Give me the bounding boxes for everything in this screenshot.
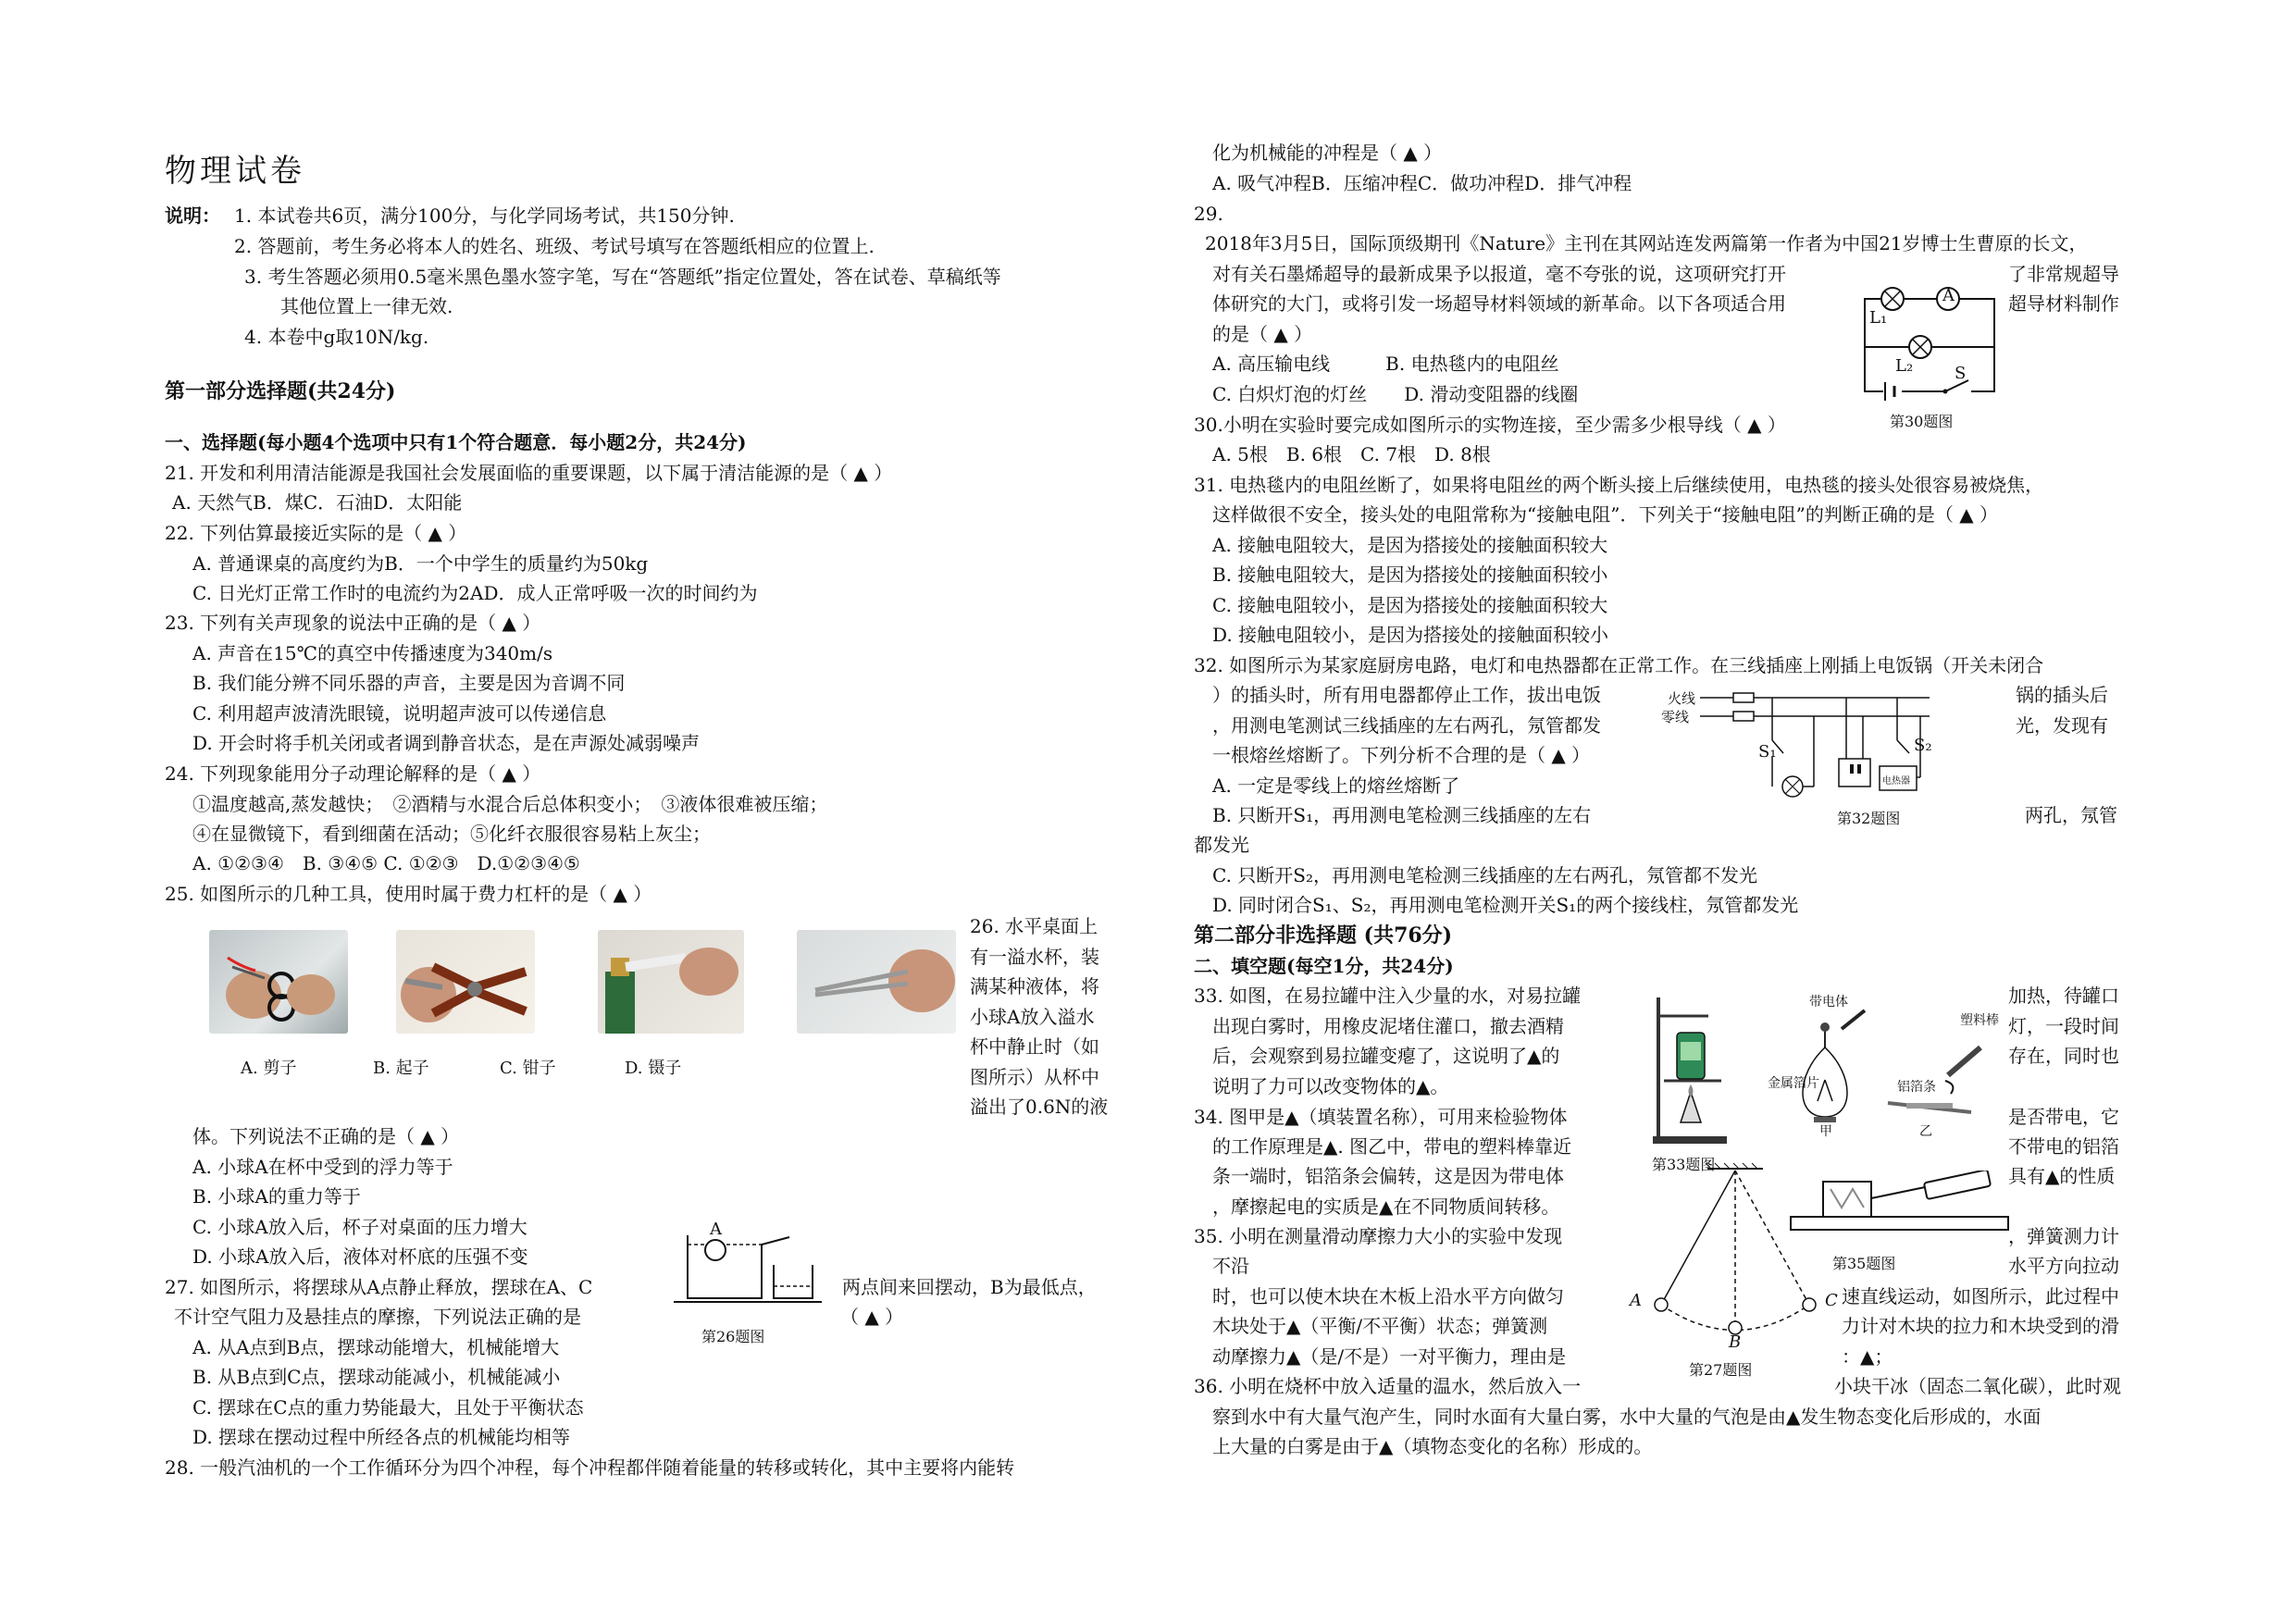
q35-line-4: 木块处于▲（平衡/不平衡）状态；弹簧测 xyxy=(1212,1315,1548,1337)
tweezers-photo xyxy=(797,930,956,1034)
q21-options: A. 天然气B．煤C．石油D．太阳能 xyxy=(172,491,463,514)
fig27-point-c: C xyxy=(1825,1291,1838,1310)
fig34-label-charged-body: 带电体 xyxy=(1809,995,1848,1010)
q33-line-1: 33. 如图，在易拉罐中注入少量的水，对易拉罐 xyxy=(1194,985,1582,1007)
q34-line-1: 34. 图甲是▲（填装置名称），可用来检验物体 xyxy=(1194,1106,1568,1128)
q30-options: A. 5根 B. 6根 C. 7根 D. 8根 xyxy=(1212,443,1491,465)
fig34-label-yi: 乙 xyxy=(1919,1124,1932,1139)
page-title: 物理试卷 xyxy=(165,153,305,190)
q27-stem-1: 27. 如图所示，将摆球从A点静止释放，摆球在A、C xyxy=(165,1276,593,1298)
q33-right-2: 灯，一段时间 xyxy=(2008,1015,2119,1037)
pliers-photo xyxy=(396,930,535,1034)
q26-side-6: 图所示）从杯中 xyxy=(970,1066,1099,1088)
fig27-point-a: A xyxy=(1630,1291,1642,1310)
fig32-caption: 第32题图 xyxy=(1837,810,1901,827)
q32-side-2: 光，发现有 xyxy=(2016,714,2108,737)
q22-cd: C. 日光灯正常工作时的电流约为2AD．成人正常呼吸一次的时间约为 xyxy=(192,582,758,604)
q32-a: A. 一定是零线上的熔丝熔断了 xyxy=(1212,774,1460,797)
q35-right-4: 力计对木块的拉力和木块受到的滑 xyxy=(1842,1315,2119,1337)
section1-heading: 一、选择题(每小题4个选项中只有1个符合题意．每小题2分，共24分) xyxy=(165,431,747,453)
q29-right-2: 超导材料制作 xyxy=(2008,292,2119,315)
part2-heading: 第二部分非选择题 (共76分) xyxy=(1194,923,1453,948)
q26-d: D. 小球A放入后，液体对杯底的压强不变 xyxy=(192,1245,528,1268)
scissors-photo xyxy=(209,930,348,1034)
fig34-label-plastic-rod: 塑料棒 xyxy=(1960,1013,1999,1028)
fig33-caption: 第33题图 xyxy=(1652,1156,1716,1173)
q26-side-1: 26. 水平桌面上 xyxy=(970,915,1098,937)
q35-right-3: 速直线运动，如图所示，此过程中 xyxy=(1842,1285,2119,1307)
q29-cd: C. 白炽灯泡的灯丝 D. 滑动变阻器的线圈 xyxy=(1212,383,1579,405)
fig34-label-jia: 甲 xyxy=(1819,1124,1832,1139)
fig30-caption: 第30题图 xyxy=(1890,413,1954,430)
q31-stem-2: 这样做很不安全，接头处的电阻常称为“接触电阻”．下列关于“接触电阻”的判断正确的是（ ▲ ） xyxy=(1212,503,1998,526)
fig32-heater-label: 电热器 xyxy=(1882,776,1910,787)
q27-stem-tail: 两点间来回摆动，B为最低点， xyxy=(842,1276,1097,1298)
q31-c: C. 接触电阻较小，是因为搭接处的接触面积较大 xyxy=(1212,594,1608,616)
q31-stem-1: 31. 电热毯内的电阻丝断了，如果将电阻丝的两个断头接上后继续使用，电热毯的接头处很容易被烧焦， xyxy=(1194,474,2044,496)
q22-stem: 22. 下列估算最接近实际的是（ ▲ ） xyxy=(165,522,467,544)
note-1: 1. 本试卷共6页，满分100分，与化学同场考试，共150分钟. xyxy=(234,204,735,227)
q30-stem: 30.小明在实验时要完成如图所示的实物连接，至少需多少根导线（ ▲ ） xyxy=(1194,414,1786,436)
q27-b: B. 从B点到C点，摆球动能减小，机械能减小 xyxy=(192,1366,561,1388)
q23-d: D. 开会时将手机关闭或者调到静音状态，是在声源处减弱噪声 xyxy=(192,732,701,754)
q26-side-5: 杯中静止时（如 xyxy=(970,1035,1099,1058)
q31-b: B. 接触电阻较大，是因为搭接处的接触面积较小 xyxy=(1212,564,1608,586)
q32-d: D. 同时闭合S₁、S₂，再用测电笔检测开关S₁的两个接线柱，氖管都发光 xyxy=(1212,894,1799,916)
fig35-caption: 第35题图 xyxy=(1832,1255,1896,1272)
q36-right: 小块干冰（固态二氧化碳），此时观 xyxy=(1834,1375,2121,1397)
q33-line-2: 出现白雾时，用橡皮泥堵住灌口，撤去酒精 xyxy=(1212,1015,1564,1037)
fig32-live-label: 火线 xyxy=(1668,690,1696,707)
q29-line-1: 2018年3月5日，国际顶级期刊《Nature》主刊在其网站连发两篇第一作者为中国21岁博士生曹原的长文， xyxy=(1205,232,2088,254)
q32-b-cont: 都发光 xyxy=(1194,834,1249,856)
q28-stem-cont: 化为机械能的冲程是（ ▲ ） xyxy=(1212,142,1443,164)
q35-right-1: ，弹簧测力计 xyxy=(2008,1225,2119,1247)
q28-options: A. 吸气冲程B．压缩冲程C．做功冲程D．排气冲程 xyxy=(1212,172,1632,194)
note-3: 3. 考生答题必须用0.5毫米黑色墨水签字笔，写在“答题纸”指定位置处，答在试卷、草稿纸等 xyxy=(244,266,1001,288)
q31-a: A. 接触电阻较大，是因为搭接处的接触面积较大 xyxy=(1212,534,1608,556)
household-circuit-diagram xyxy=(1661,685,1930,805)
q29-right-1: 了非常规超导 xyxy=(2008,263,2119,285)
q23-stem: 23. 下列有关声现象的说法中正确的是（ ▲ ） xyxy=(165,612,541,634)
q25-caption-b: B. 起子 xyxy=(373,1059,429,1078)
fig30-label-l2: L₂ xyxy=(1895,356,1914,376)
q24-items2: ④在显微镜下，看到细菌在活动；⑤化纤衣服很容易粘上灰尘； xyxy=(192,823,711,845)
q34-right-1: 是否带电，它 xyxy=(2008,1106,2119,1128)
q34-right-2: 不带电的铝箔 xyxy=(2008,1135,2119,1158)
q32-b: B. 只断开S₁，再用测电笔检测三线插座的左右 xyxy=(1212,804,1592,826)
q26-stem-cont: 体。下列说法不正确的是（ ▲ ） xyxy=(192,1125,460,1147)
q28-stem: 28. 一般汽油机的一个工作循环分为四个冲程，每个冲程都伴随着能量的转移或转化，其中主要将内能转 xyxy=(165,1456,1015,1479)
q26-side-2: 有一溢水杯，装 xyxy=(970,946,1099,968)
note-3b: 其他位置上一律无效. xyxy=(280,295,453,317)
bottle-opener-photo xyxy=(598,930,744,1034)
q27-stem-2: 不计空气阻力及悬挂点的摩擦，下列说法正确的是 xyxy=(174,1306,581,1328)
q25-caption-a: A. 剪子 xyxy=(241,1059,297,1078)
fig27-point-b: B xyxy=(1729,1332,1742,1352)
q36-line-3: 上大量的白雾是由于▲（填物态变化的名称）形成的。 xyxy=(1212,1435,1653,1457)
q33-right-1: 加热，待罐口 xyxy=(2008,985,2119,1007)
fig27-caption: 第27题图 xyxy=(1689,1361,1753,1379)
q32-side-3: 两孔，氖管 xyxy=(2025,804,2117,826)
q26-figure-caption: 第26题图 xyxy=(701,1328,765,1345)
part1-heading: 第一部分选择题(共24分) xyxy=(165,379,396,403)
q35-line-1: 35. 小明在测量滑动摩擦力大小的实验中发现 xyxy=(1194,1225,1563,1247)
q23-c: C. 利用超声波清洗眼镜，说明超声波可以传递信息 xyxy=(192,702,607,725)
q35-right-5: ：▲； xyxy=(1842,1345,1893,1368)
q26-c: C. 小球A放入后，杯子对桌面的压力增大 xyxy=(192,1216,527,1238)
q26-side-3: 满某种液体，将 xyxy=(970,975,1099,997)
q36-line-1: 36. 小明在烧杯中放入适量的温水，然后放入一 xyxy=(1194,1375,1582,1397)
q26-a: A. 小球A在杯中受到的浮力等于 xyxy=(192,1156,453,1178)
q34-right-3: 具有▲的性质 xyxy=(2008,1165,2116,1187)
q26-side-7: 溢出了0.6N的液 xyxy=(970,1096,1109,1118)
q27-c: C. 摆球在C点的重力势能最大，且处于平衡状态 xyxy=(192,1396,584,1419)
q29-line-2: 对有关石墨烯超导的最新成果予以报道，毫不夸张的说，这项研究打开 xyxy=(1212,263,1786,285)
notes-label: 说明： xyxy=(165,204,220,227)
q29-line-4: 的是（ ▲ ） xyxy=(1212,323,1313,345)
q25-caption-d: D. 镊子 xyxy=(625,1059,682,1078)
q29-ab: A. 高压输电线 B. 电热毯内的电阻丝 xyxy=(1212,353,1559,375)
q22-ab: A. 普通课桌的高度约为B．一个中学生的质量约为50kg xyxy=(192,552,649,575)
q25-stem: 25. 如图所示的几种工具，使用时属于费力杠杆的是（ ▲ ） xyxy=(165,883,652,905)
q32-c: C. 只断开S₂，再用测电笔检测三线插座的左右两孔，氖管都不发光 xyxy=(1212,864,1758,886)
q24-items1: ①温度越高,蒸发越快； ②酒精与水混合后总体积变小； ③液体很难被压缩； xyxy=(192,793,828,815)
q24-stem: 24. 下列现象能用分子动理论解释的是（ ▲ ） xyxy=(165,762,541,785)
fig32-s2-label: S₂ xyxy=(1914,736,1932,755)
q31-d: D. 接触电阻较小，是因为搭接处的接触面积较小 xyxy=(1212,624,1609,646)
q32-stem-3: ，用测电笔测试三线插座的左右两孔，氖管都发 xyxy=(1212,714,1601,737)
q33-right-3: 存在，同时也 xyxy=(2008,1045,2119,1067)
q26-b: B. 小球A的重力等于 xyxy=(192,1185,361,1208)
note-4: 4. 本卷中g取10N/kg. xyxy=(244,326,429,348)
q34-line-3: 条一端时，铝箔条会偏转，这是因为带电体 xyxy=(1212,1165,1564,1187)
fig32-s1-label: S₁ xyxy=(1758,742,1777,762)
q25-caption-c: C. 钳子 xyxy=(500,1059,556,1078)
q32-stem-1: 32. 如图所示为某家庭厨房电路，电灯和电热器都在正常工作。在三线插座上刚插上电饭锅（开关未闭合 xyxy=(1194,654,2044,676)
q34-line-2: 的工作原理是▲. 图乙中，带电的塑料棒靠近 xyxy=(1212,1135,1572,1158)
q35-line-2: 不沿 xyxy=(1212,1255,1249,1277)
circuit-30-diagram xyxy=(1855,273,2004,403)
note-2: 2. 答题前，考生务必将本人的姓名、班级、考试号填写在答题纸相应的位置上. xyxy=(234,235,875,257)
q21-stem: 21. 开发和利用清洁能源是我国社会发展面临的重要课题，以下属于清洁能源的是（ ▲ ） xyxy=(165,462,893,484)
q32-side-1: 锅的插头后 xyxy=(2016,684,2108,706)
fig34-label-aluminum-strip: 铝箔条 xyxy=(1897,1080,1936,1095)
q33-line-3: 后，会观察到易拉罐变瘪了，这说明了▲的 xyxy=(1212,1045,1560,1067)
q34-line-4: ，摩擦起电的实质是▲在不同物质间转移。 xyxy=(1212,1196,1560,1218)
fig32-neutral-label: 零线 xyxy=(1661,709,1690,725)
q24-options: A. ①②③④ B. ③④⑤ C. ①②③ D.①②③④⑤ xyxy=(192,852,580,874)
q35-line-5: 动摩擦力▲（是/不是）一对平衡力，理由是 xyxy=(1212,1345,1567,1368)
friction-experiment-diagram xyxy=(1786,1171,2017,1245)
q35-line-3: 时，也可以使木块在木板上沿水平方向做匀 xyxy=(1212,1285,1564,1307)
q26-side-4: 小球A放入溢水 xyxy=(970,1006,1095,1028)
q32-stem-4: 一根熔丝熔断了。下列分析不合理的是（ ▲ ） xyxy=(1212,744,1591,766)
fig34-label-metal-foil: 金属箔片 xyxy=(1768,1076,1819,1091)
q27-a: A. 从A点到B点，摆球动能增大，机械能增大 xyxy=(192,1336,560,1358)
overflow-cup-diagram xyxy=(674,1217,822,1319)
q27-d: D. 摆球在摆动过程中所经各点的机械能均相等 xyxy=(192,1426,571,1448)
fig30-label-ammeter: A xyxy=(1942,286,1955,305)
q35-right-2: 水平方向拉动 xyxy=(2008,1255,2119,1277)
can-heating-diagram xyxy=(1644,988,1736,1147)
q23-a: A. 声音在15℃的真空中传播速度为340m/s xyxy=(192,642,553,664)
q32-stem-2: ）的插头时，所有用电器都停止工作，拔出电饭 xyxy=(1212,684,1601,706)
q33-line-4: 说明了力可以改变物体的▲。 xyxy=(1212,1075,1449,1097)
q23-b: B. 我们能分辨不同乐器的声音，主要是因为音调不同 xyxy=(192,672,626,694)
section2-heading: 二、填空题(每空1分，共24分) xyxy=(1194,955,1454,977)
q26-ball-label: A xyxy=(710,1220,722,1239)
q36-line-2: 察到水中有大量气泡产生，同时水面有大量白雾，水中大量的气泡是由▲发生物态变化后形成的，水面 xyxy=(1212,1406,2042,1428)
q29-line-3: 体研究的大门，或将引发一场超导材料领域的新革命。以下各项适合用 xyxy=(1212,292,1786,315)
q29-number: 29. xyxy=(1194,203,1223,225)
fig30-label-l1: L₁ xyxy=(1869,308,1888,328)
fig30-label-s: S xyxy=(1955,364,1967,383)
q27-stem-tail2: （ ▲ ） xyxy=(840,1306,904,1328)
